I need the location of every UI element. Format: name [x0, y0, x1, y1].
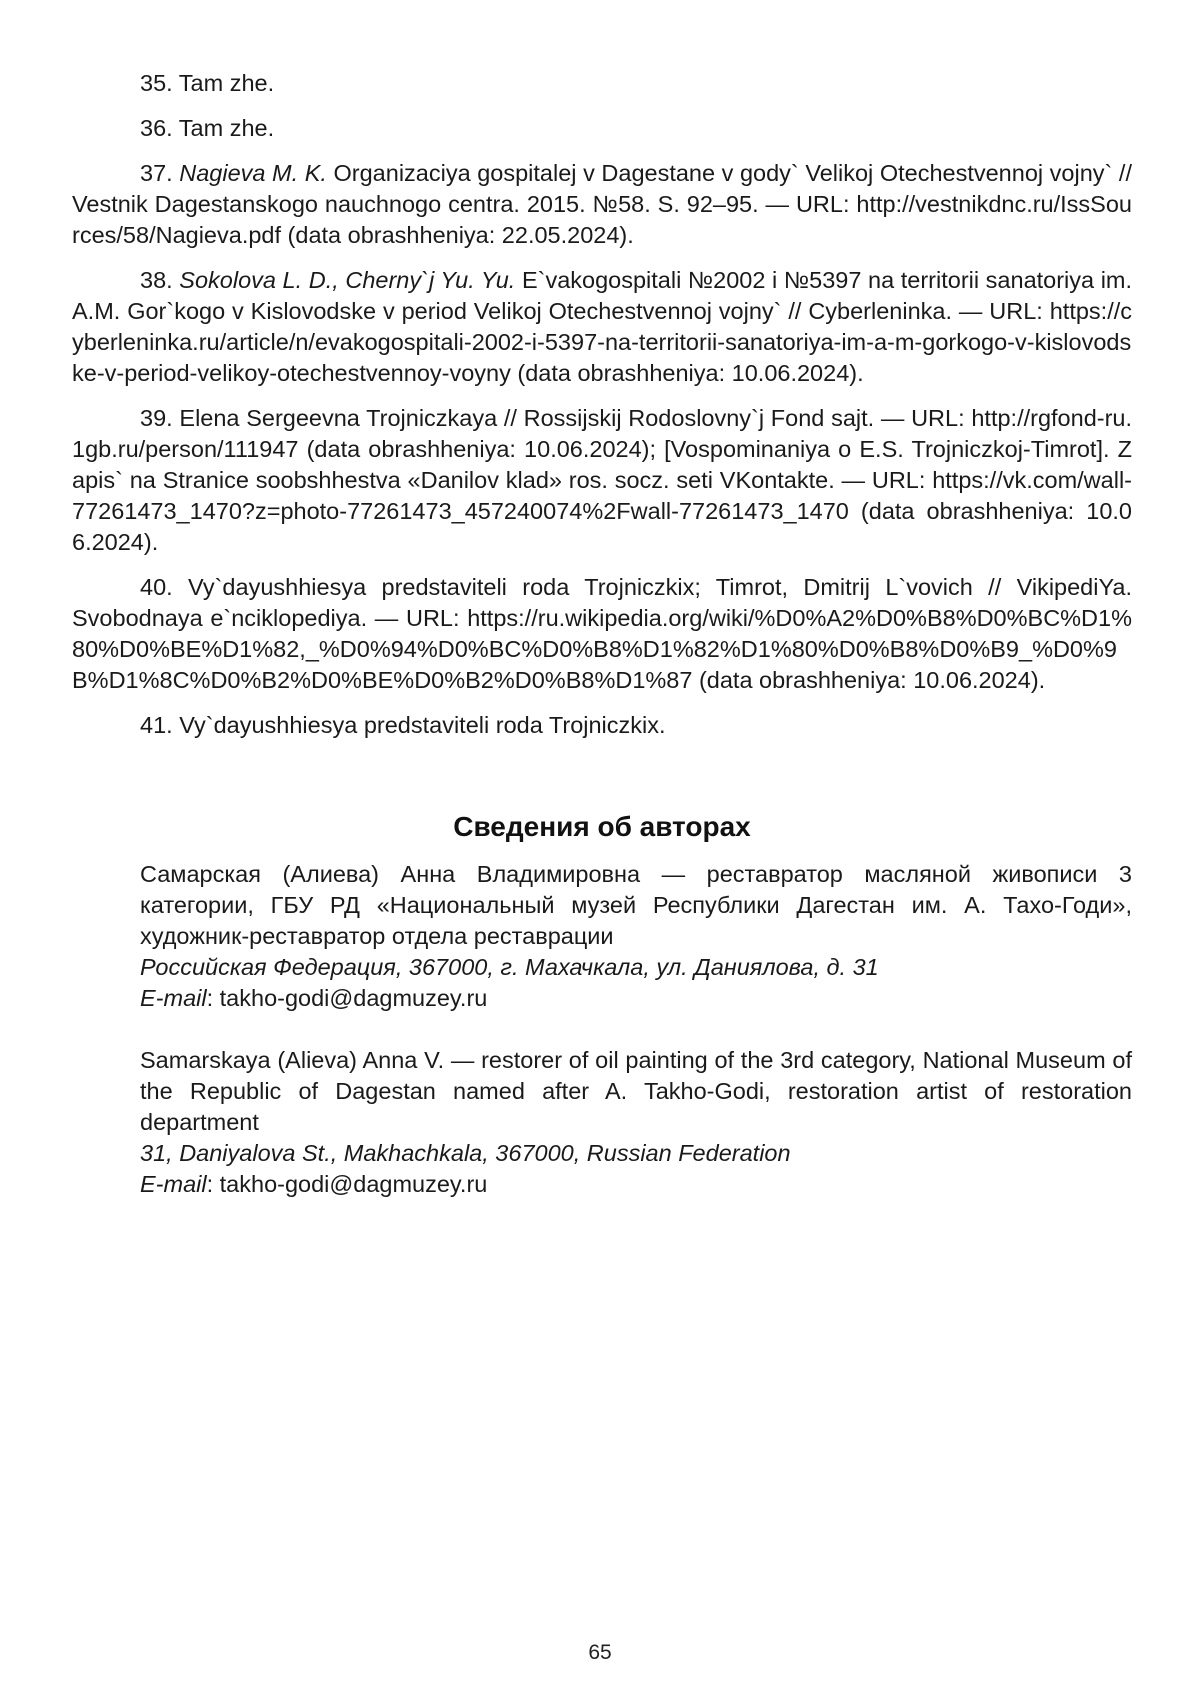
reference-tail: (data obrashheniya: 10.06.2024); [Vospominaniya o E.S. Trojniczkoj-Timrot]. Zapis` na Stranice soobshhestva «Danilov klad» ros. socz. seti VKontakte. — URL: https://vk.com/wall-77261473_1470?z=photo-77261473_457240074%2Fwall-77261473_1470 (data obrashheniya: 10.06.2024).	[72, 436, 1132, 555]
reference-item	[72, 158, 1132, 251]
author-email	[140, 983, 1132, 1014]
reference-item	[72, 265, 1132, 389]
author-address: 31, Daniyalova St., Makhachkala, 367000, Russian Federation	[140, 1140, 791, 1166]
page-body	[72, 68, 1132, 1200]
authors-heading: Сведения об авторах	[453, 811, 751, 842]
author-email	[140, 1169, 1132, 1200]
author-address: Российская Федерация, 367000, г. Махачкала, ул. Даниялова, д. 31	[140, 954, 879, 980]
reference-item	[72, 403, 1132, 558]
authors-section	[72, 809, 1132, 1200]
reference-tail: (data obrashheniya: 10.06.2024).	[698, 667, 1046, 693]
reference-author: Nagieva M. K.	[179, 160, 327, 186]
email-address[interactable]: : takho-godi@dagmuzey.ru	[206, 1171, 488, 1197]
reference-link[interactable]: http://rgfond-ru.1gb.ru/person/111947	[72, 405, 1133, 462]
reference-link[interactable]: http://vestnikdnc.ru/IssSources/58/Nagieva.pdf	[72, 191, 1132, 248]
reference-author: Sokolova L. D., Cherny`j Yu. Yu.	[179, 267, 516, 293]
reference-list	[72, 68, 1132, 741]
reference-item	[72, 113, 1132, 144]
reference-text: Vy`dayushhiesya predstaviteli roda Trojniczkix.	[179, 712, 666, 738]
author-info-english	[140, 1045, 1132, 1200]
reference-text: E`vakogospitali №2002 i №5397 na territorii sanatoriya im. A.M. Gor`kogo v Kislovodske v period Velikoj Otechestvennoj vojny` // Cyberleninka. — URL:	[72, 267, 1133, 324]
reference-text: Elena Sergeevna Trojniczkaya // Rossijskij Rodoslovny`j Fond sajt. — URL:	[179, 405, 965, 431]
reference-tail: (data obrashheniya: 10.06.2024).	[517, 360, 864, 386]
author-bio: Samarskaya (Alieva) Anna V. — restorer of oil painting of the 3rd category, National Museum of the Republic of Dagestan named after A. Takho-Godi, restoration artist of restoration department	[140, 1047, 1132, 1135]
reference-number: 41.	[140, 712, 173, 738]
reference-text: Tam zhe.	[178, 70, 275, 96]
reference-link[interactable]: https://cyberleninka.ru/article/n/evakogospitali-2002-i-5397-na-territorii-sanatoriya-im-a-m-gorkogo-v-kislovodske-v-period-velikoy-otechestvennoy-voyny	[72, 298, 1133, 386]
page-number: 65	[588, 1641, 612, 1664]
reference-number: 38.	[140, 267, 173, 293]
author-info-russian	[140, 859, 1132, 1014]
reference-text: Tam zhe.	[178, 115, 275, 141]
email-label: E-mail	[140, 1171, 207, 1197]
reference-text: Organizaciya gospitalej v Dagestane v gody` Velikoj Otechestvennoj vojny` // Vestnik Dagestanskogo nauchnogo centra. 2015. №58. S. 92–95. — URL:	[72, 160, 1132, 217]
reference-item	[72, 572, 1132, 696]
reference-tail: (data obrashheniya: 22.05.2024).	[287, 222, 634, 248]
reference-item	[72, 68, 1132, 99]
reference-text: Vy`dayushhiesya predstaviteli roda Trojniczkix; Timrot, Dmitrij L`vovich // VikipediYa. Svobodnaya e`nciklopediya. — URL:	[72, 574, 1132, 631]
reference-link[interactable]: https://ru.wikipedia.org/wiki/%D0%A2%D0%B8%D0%BC%D1%80%D0%BE%D1%82,_%D0%94%D0%BC%D0%B8%D1%82%D1%80%D0%B8%D0%B9_%D0%9B%D1%8C%D0%B2%D0%BE%D0%B2%D0%B8%D1%87	[72, 605, 1132, 693]
reference-number: 37.	[140, 160, 173, 186]
reference-number: 35.	[140, 70, 173, 96]
reference-number: 39.	[140, 405, 173, 431]
author-bio: Самарская (Алиева) Анна Владимировна — реставратор масляной живописи 3 категории, ГБУ РД «Национальный музей Республики Дагестан им. А. Тахо-Годи», художник-реставратор отдела реставрации	[140, 861, 1132, 949]
email-address[interactable]: : takho-godi@dagmuzey.ru	[206, 985, 488, 1011]
reference-item	[72, 710, 1132, 741]
reference-number: 36.	[140, 115, 173, 141]
email-label: E-mail	[140, 985, 207, 1011]
reference-number: 40.	[140, 574, 173, 600]
